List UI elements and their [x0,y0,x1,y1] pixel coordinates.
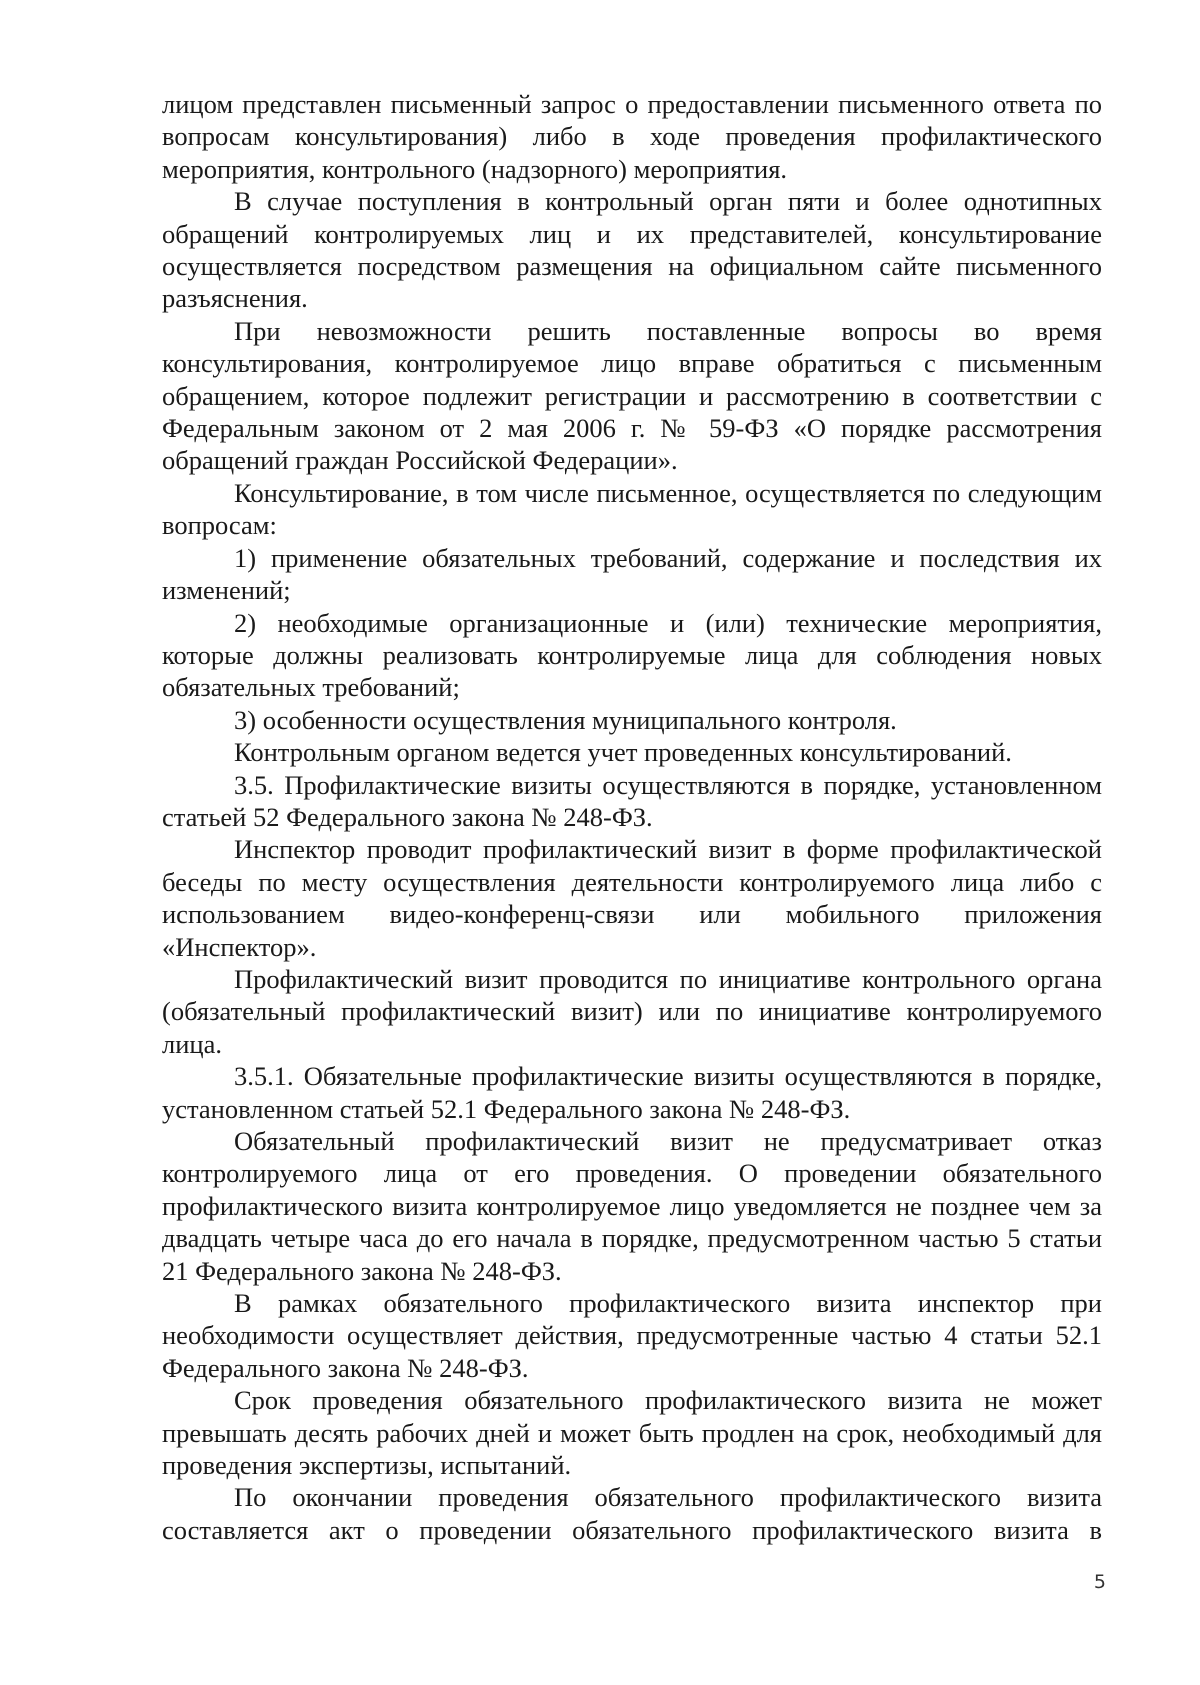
section-3-5: 3.5. Профилактические визиты осуществляются в порядке, установленном статьей 52 Федерального закона № 248-ФЗ. [162,769,1102,832]
list-item-3: 3) особенности осуществления муниципального контроля. [234,704,897,735]
paragraph-7: Профилактический визит проводится по инициативе контрольного органа (обязательный профилактический визит) или по инициативе контролируемого лица. [162,963,1102,1059]
paragraph-5: Контрольным органом ведется учет проведенных консультирований. [234,737,1012,768]
paragraph-11: По окончании проведения обязательного профилактического визита составляется акт о проведении обязательного профилактического визита в [162,1482,1102,1545]
paragraph-2: В случае поступления в контрольный орган пяти и более однотипных обращений контролируемых лиц и их представителей, консультирование осуществляется посредством размещения на официальном сайте письменного разъяснения. [162,186,1102,314]
list-item-1: 1) применение обязательных требований, содержание и последствия их изменений; [162,542,1102,606]
paragraph-6: Инспектор проводит профилактический визит в форме профилактической беседы по месту осуществления деятельности контролируемого лица либо с использованием видео-конференц-связи или мобильного приложения «Инспектор». [162,834,1102,962]
page-number: 5 [1093,1571,1106,1593]
paragraph-4: Консультирование, в том числе письменное, осуществляется по следующим вопросам: [162,477,1102,541]
paragraph-1: лицом представлен письменный запрос о предоставлении письменного ответа по вопросам консультирования) либо в ходе проведения профилактического мероприятия, контрольного (надзорного) мероприятия. [162,89,1102,184]
paragraph-3: При невозможности решить поставленные вопросы во время консультирования, контролируемое лицо вправе обратиться с письменным обращением, которое подлежит регистрации и рассмотрению в соответствии с Федеральным законом от 2 мая 2006 г. № 59-ФЗ «О порядке рассмотрения обращений граждан Российской Федерации». [162,315,1102,476]
paragraph-8: Обязательный профилактический визит не предусматривает отказ контролируемого лица от его проведения. О проведении обязательного профилактического визита контролируемое лицо уведомляется не позднее чем за двадцать четыре часа до его начала в порядке, предусмотренном частью 5 статьи 21 Федерального закона № 248-ФЗ. [162,1126,1102,1286]
document-body [162,88,1102,1546]
list-item-2: 2) необходимые организационные и (или) технические мероприятия, которые должны реализовать контролируемые лица для соблюдения новых обязательных требований; [162,607,1102,703]
paragraph-10: Срок проведения обязательного профилактического визита не может превышать десять рабочих дней и может быть продлен на срок, необходимый для проведения экспертизы, испытаний. [162,1385,1102,1481]
section-3-5-1: 3.5.1. Обязательные профилактические визиты осуществляются в порядке, установленном статьей 52.1 Федерального закона № 248-ФЗ. [162,1061,1102,1124]
paragraph-9: В рамках обязательного профилактического визита инспектор при необходимости осуществляет действия, предусмотренные частью 4 статьи 52.1 Федерального закона № 248-ФЗ. [162,1288,1102,1383]
